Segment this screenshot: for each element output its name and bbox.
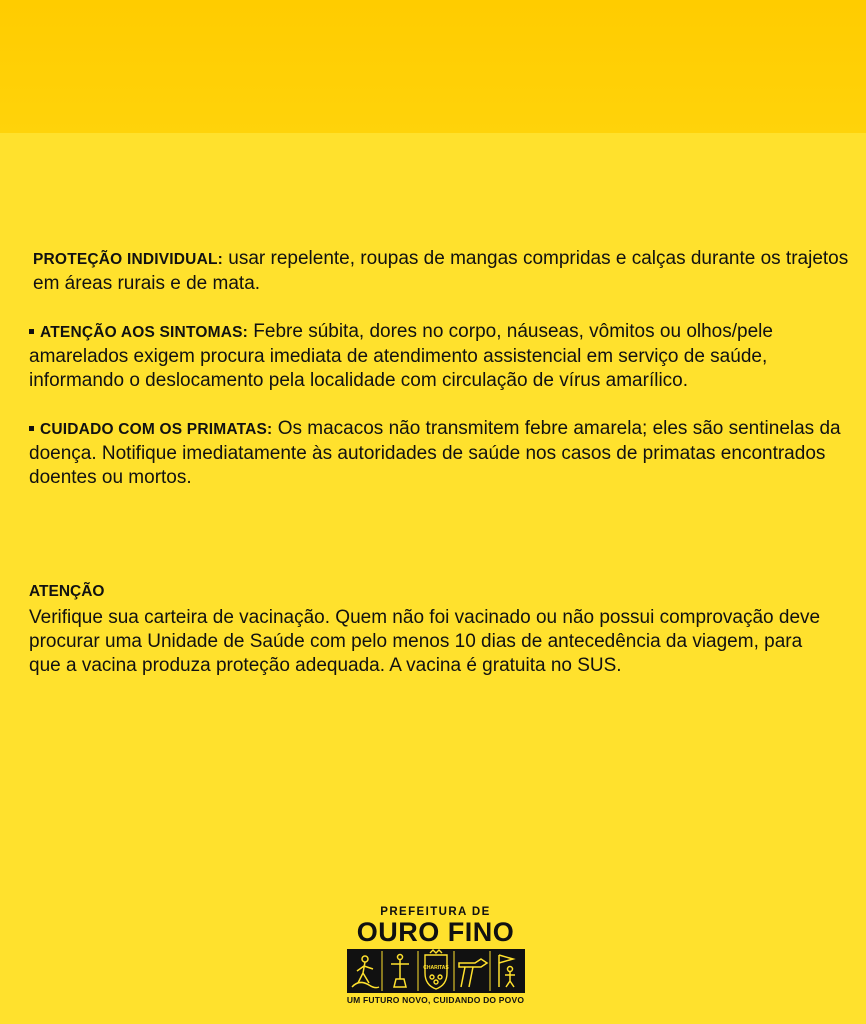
symptoms-text: Febre súbita, dores no corpo, náuseas, vômitos ou olhos/pele amarelados exigem procura imediata de atendimento assistencial em serviço de saúde, informando o deslocamento pela localidade com circulação de vírus amarílico. (29, 321, 773, 391)
attention-heading: ATENÇÃO (29, 583, 105, 600)
logo-line2: OURO FINO (356, 917, 515, 947)
top-band (0, 0, 866, 133)
logo-tagline: UM FUTURO NOVO, CUIDANDO DO POVO (346, 995, 525, 1005)
primates-paragraph (29, 417, 849, 490)
individual-protection-heading: PROTEÇÃO INDIVIDUAL: (33, 251, 223, 268)
primates-text: Os macacos não transmitem febre amarela; eles são sentinelas da doença. Notifique imediatamente às autoridades de saúde nos casos de primatas encontrados doentes ou mortos. (29, 418, 841, 488)
individual-protection-text: usar repelente, roupas de mangas compridas e calças durante os trajetos em áreas rurais e de mata. (33, 248, 849, 294)
symptoms-heading: ATENÇÃO AOS SINTOMAS: (40, 324, 249, 341)
symptoms-paragraph (29, 320, 849, 393)
guidelines-section (29, 247, 849, 490)
city-emblem-icon (347, 949, 525, 993)
attention-text: Verifique sua carteira de vacinação. Quem não foi vacinado ou não possui comprovação deve procurar uma Unidade de Saúde com pelo menos 10 dias de antecedência da viagem, para que a vacina produza proteção adequada. A vacina é gratuita no SUS. (29, 607, 821, 676)
shield-text: CHARITAS (422, 965, 449, 971)
bullet-icon (29, 329, 34, 334)
primates-heading: CUIDADO COM OS PRIMATAS: (40, 421, 273, 438)
logo-line1: PREFEITURA DE (380, 906, 491, 918)
individual-protection-paragraph (33, 247, 849, 296)
attention-section (29, 580, 829, 678)
bullet-icon (29, 426, 34, 431)
prefeitura-logo (338, 906, 533, 1012)
